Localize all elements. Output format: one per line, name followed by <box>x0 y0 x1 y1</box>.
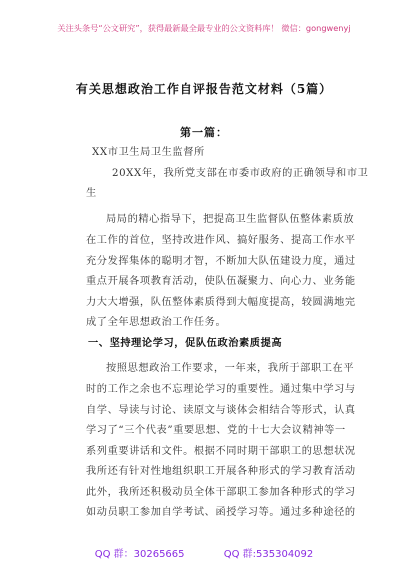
subheading: 一、坚持理论学习，促队伍政治素质提高 <box>88 337 283 349</box>
body-line: 成了全年思想政治工作任务。 <box>86 317 227 328</box>
body-line: 充分发挥集体的聪明才智，不断加大队伍建设力度，通过 <box>86 256 356 267</box>
body-line: 力大大增强，队伍整体素质得到大幅度提高，较圆满地完 <box>86 297 356 308</box>
body-line: 学习了“三个代表”重要思想、党的十七大会议精神等一 <box>86 425 346 436</box>
body-line: 生 <box>86 188 97 199</box>
body-line: 系列重要讲话和文件。根据不同时期干部职工的思想状况 <box>86 446 356 457</box>
body-line: 重点开展各项教育活动，使队伍凝聚力、向心力、业务能 <box>86 276 356 287</box>
body-line: 按照思想政治工作要求，一年来，我所于部职工在平 <box>106 363 355 374</box>
body-line: 局局的精心指导下，把提高卫生监督队伍整体素质放 <box>106 214 355 225</box>
footer-contact <box>0 545 408 560</box>
promo-banner: 关注头条号“公文研究”，获得最新最全最专业的公文资料库！ 微信：gongwenyj <box>57 23 351 33</box>
section-heading: 第一篇： <box>180 126 228 139</box>
body-line: XX市卫生局卫生监督所 <box>92 147 205 158</box>
body-line: 此外，我所还积极动员全体干部职工参加各种形式的学习 <box>86 487 356 498</box>
body-line: 如动员职工参加自学考试、函授学习等。通过多种途径的 <box>86 507 356 518</box>
body-line: 自学、导读与讨论、读原文与谈体会相结合等形式，认真 <box>86 405 356 416</box>
body-line: 20XX年，我所党支部在市委市政府的正确领导和市卫 <box>112 168 369 179</box>
footer-qq-group-2: QQ 群:535304092 <box>223 549 314 560</box>
body-line: 在工作的首位，坚持改进作风、搞好服务、提高工作水平 <box>86 235 356 246</box>
document-title: 有关思想政治工作自评报告范文材料（5篇） <box>75 82 333 96</box>
body-line: 时的工作之余也不忘理论学习的重要性。通过集中学习与 <box>86 384 356 395</box>
footer-qq-group-1: QQ 群：30265665 <box>94 549 185 560</box>
body-line: 我所还有针对性地组织职工开展各种形式的学习教育活动 <box>86 466 356 477</box>
